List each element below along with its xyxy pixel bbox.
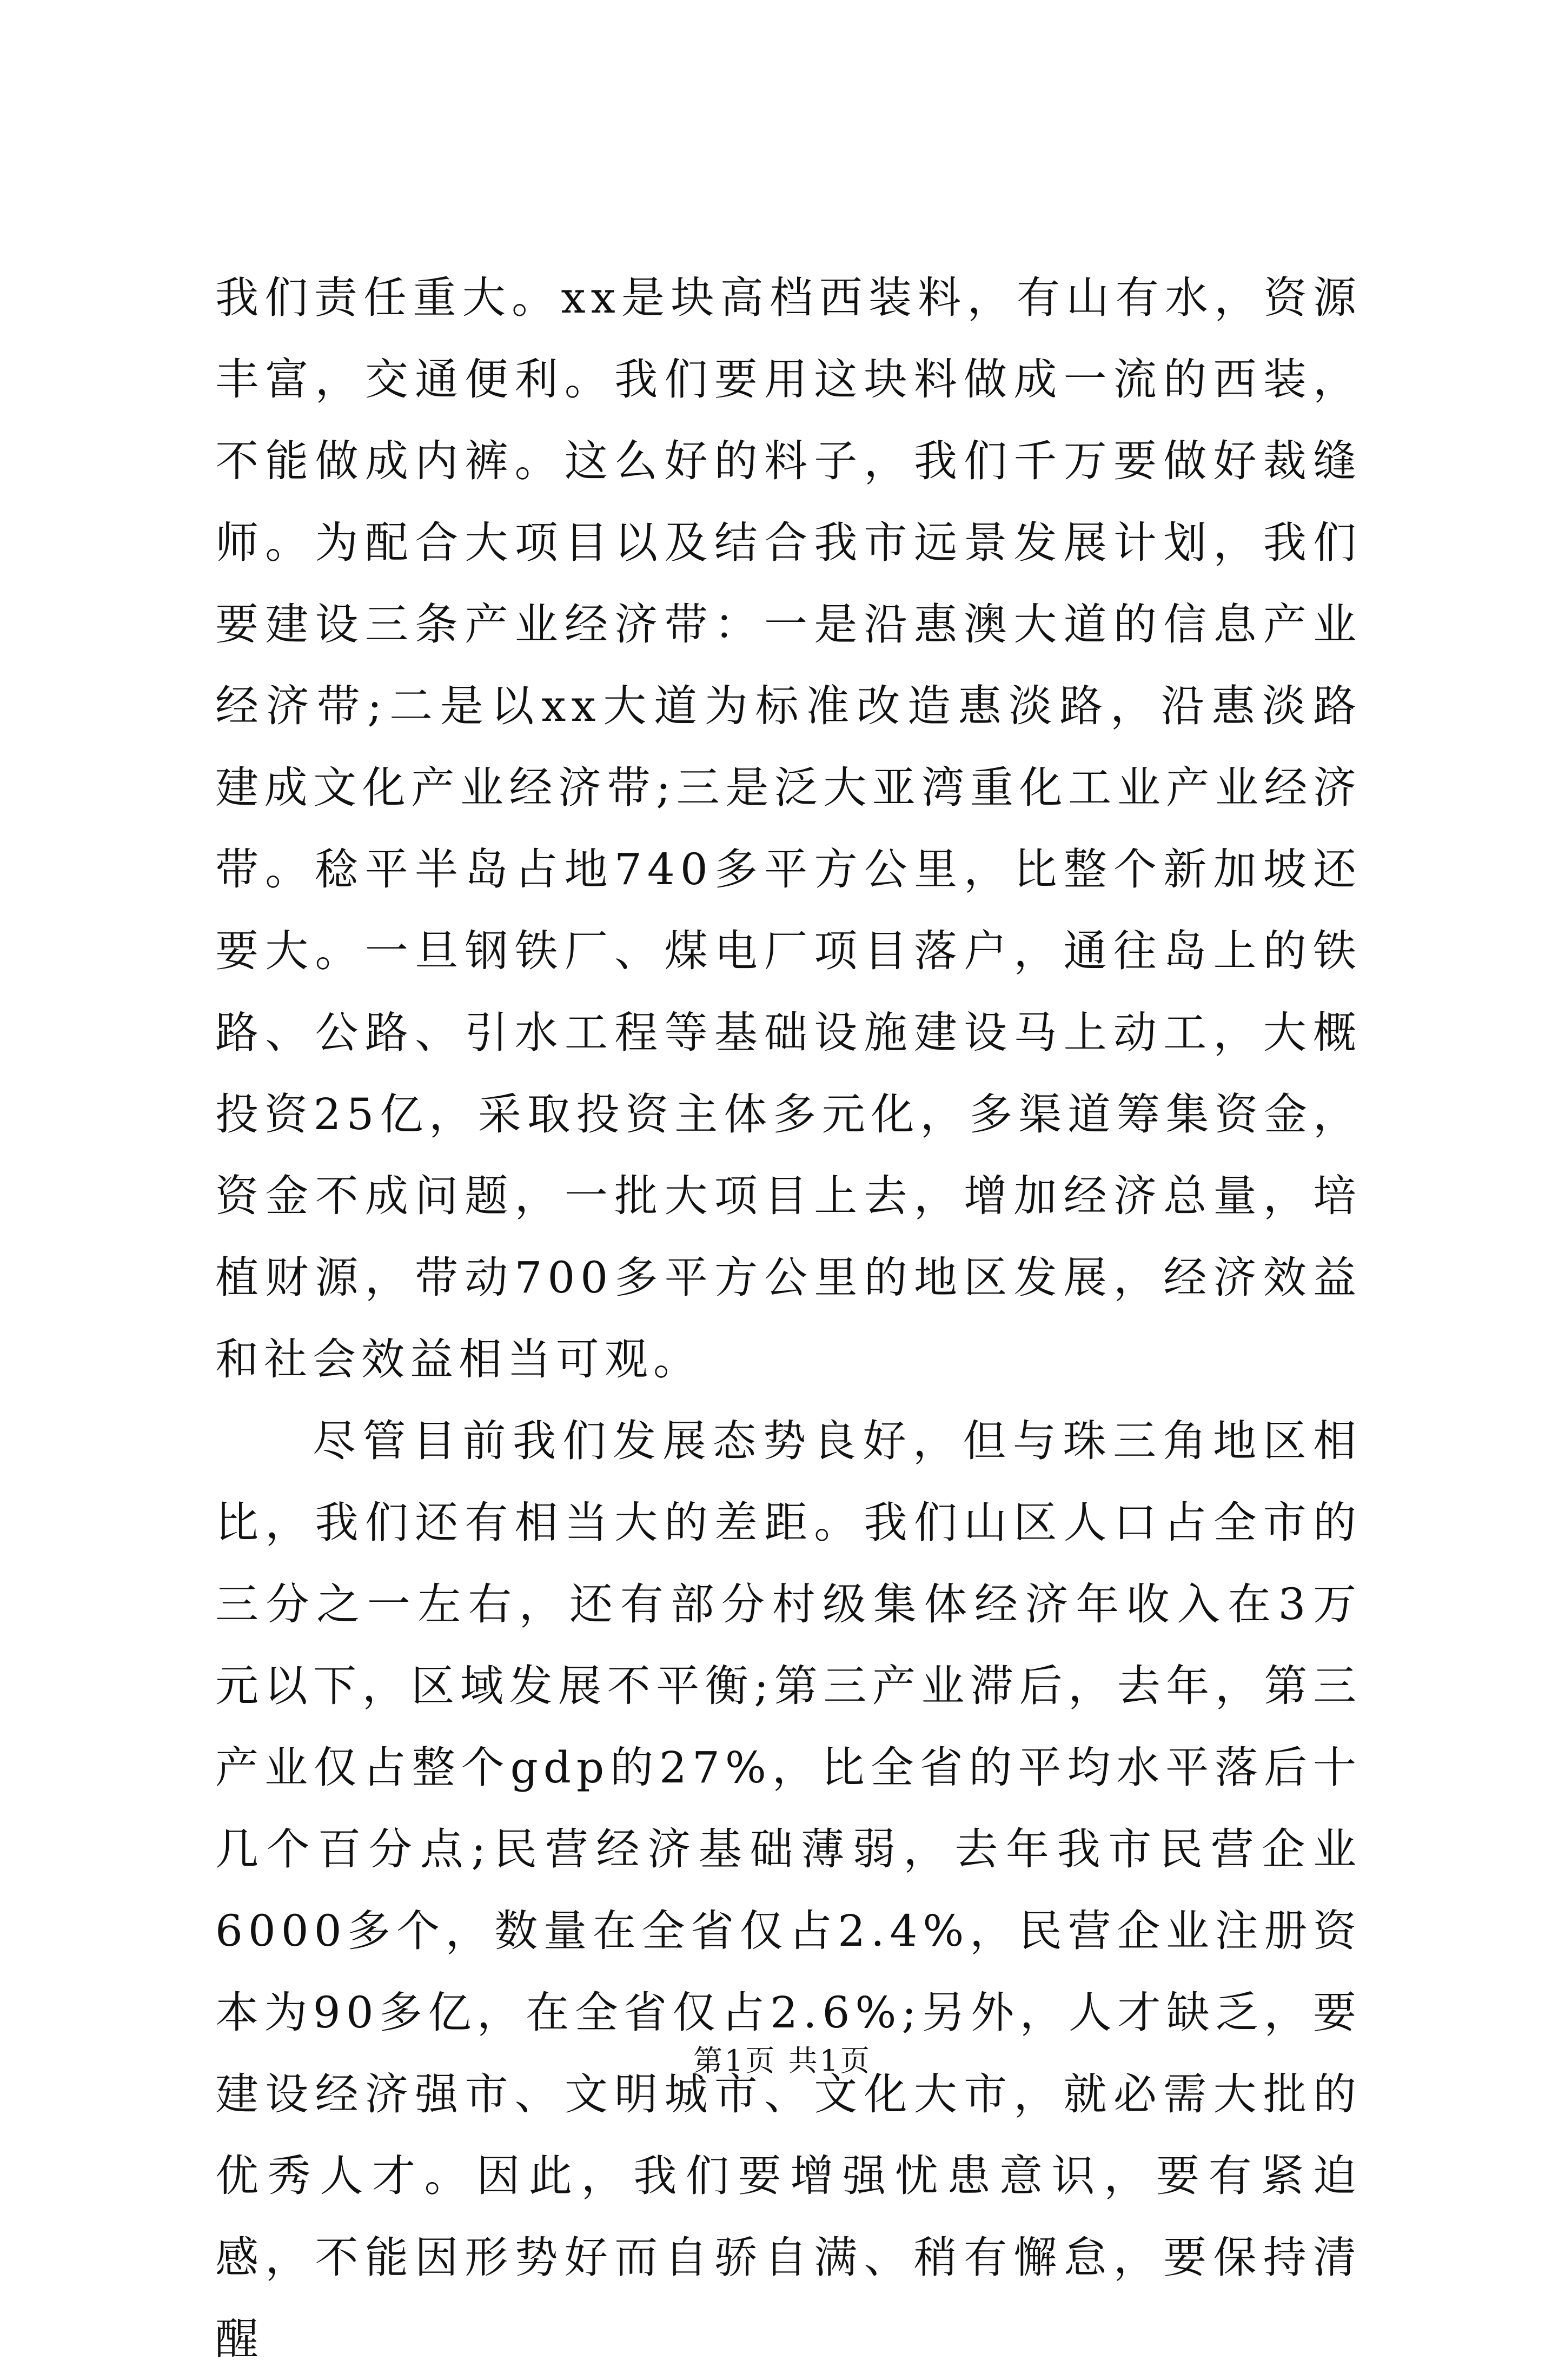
paragraph-1: 我们责任重大。xx是块高档西装料，有山有水，资源丰富，交通便利。我们要用这块料做成一流的西装，不能做成内裤。这么好的料子，我们千万要做好裁缝师。为配合大项目以及结合我市远景发展计划，我们要建设三条产业经济带：一是沿惠澳大道的信息产业经济带;二是以xx大道为标准改造惠淡路，沿惠淡路建成文化产业经济带;三是泛大亚湾重化工业产业经济带。稔平半岛占地740多平方公里，比整个新加坡还要大。一旦钢铁厂、煤电厂项目落户，通往岛上的铁路、公路、引水工程等基础设施建设马上动工，大概投资25亿，采取投资主体多元化，多渠道筹集资金，资金不成问题，一批大项目上去，增加经济总量，培植财源，带动700多平方公里的地区发展，经济效益和社会效益相当可观。 (215, 273, 1362, 1384)
page-number-footer: 第1页 共1页 (693, 2044, 872, 2078)
paragraph-2: 尽管目前我们发展态势良好，但与珠三角地区相比，我们还有相当大的差距。我们山区人口占全市的三分之一左右，还有部分村级集体经济年收入在3万元以下，区域发展不平衡;第三产业滞后，去年，第三产业仅占整个gdp的27%，比全省的平均水平落后十几个百分点;民营经济基础薄弱，去年我市民营企业6000多个，数量在全省仅占2.4%，民营企业注册资本为90多亿，在全省仅占2.6%;另外，人才缺乏，要建设经济强市、文明城市、文化大市，就必需大批的优秀人才。因此，我们要增强忧患意识，要有紧迫感，不能因形势好而自骄自满、稍有懈怠，要保持清醒 (215, 1416, 1362, 2364)
